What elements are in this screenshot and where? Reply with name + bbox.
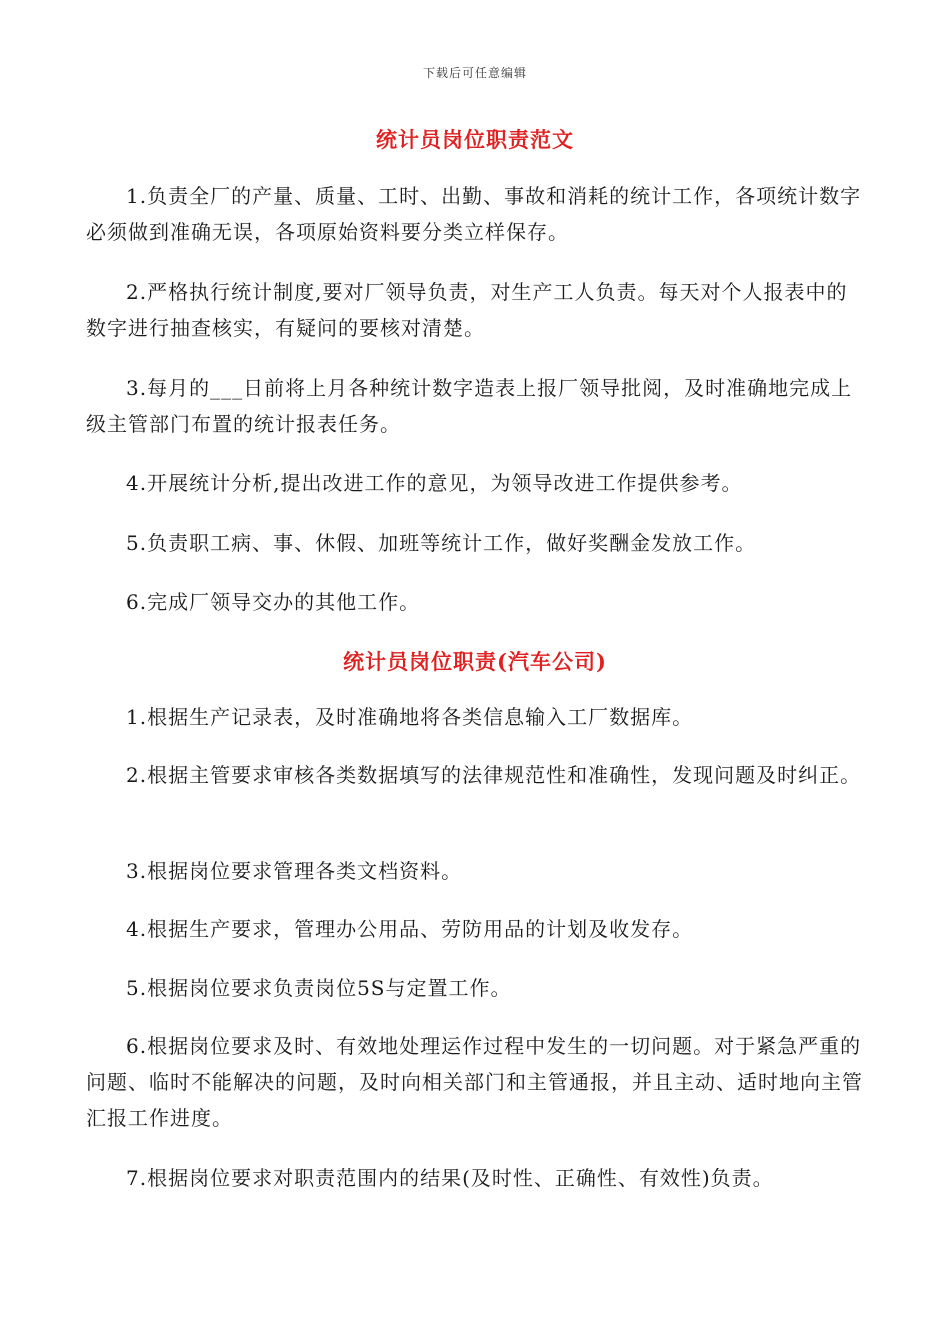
paragraph: 5.根据岗位要求负责岗位5S与定置工作。 — [126, 976, 512, 1000]
paragraph: 2.严格执行统计制度,要对厂领导负责，对生产工人负责。每天对个人报表中的数字进行抽查核实，有疑问的要核对清楚。 — [86, 280, 848, 340]
paragraph: 6.完成厂领导交办的其他工作。 — [126, 590, 421, 614]
paragraph: 5.负责职工病、事、休假、加班等统计工作，做好奖酬金发放工作。 — [126, 531, 757, 555]
paragraph: 3.根据岗位要求管理各类文档资料。 — [126, 859, 463, 883]
paragraph: 7.根据岗位要求对职责范围内的结果(及时性、正确性、有效性)负责。 — [126, 1166, 774, 1190]
paragraph: 4.根据生产要求，管理办公用品、劳防用品的计划及收发存。 — [126, 917, 694, 941]
section-title-1: 统计员岗位职责范文 — [376, 127, 574, 152]
section-title-2: 统计员岗位职责(汽车公司) — [343, 649, 607, 674]
paragraph: 6.根据岗位要求及时、有效地处理运作过程中发生的一切问题。对于紧急严重的问题、临时不能解决的问题，及时向相关部门和主管通报，并且主动、适时地向主管汇报工作进度。 — [86, 1034, 863, 1130]
paragraph: 1.根据生产记录表，及时准确地将各类信息输入工厂数据库。 — [126, 705, 694, 729]
header-note: 下载后可任意编辑 — [422, 66, 527, 80]
paragraph: 3.每月的___日前将上月各种统计数字造表上报厂领导批阅，及时准确地完成上级主管部门布置的统计报表任务。 — [86, 376, 853, 436]
paragraph: 2.根据主管要求审核各类数据填写的法律规范性和准确性，发现问题及时纠正。 — [126, 763, 862, 787]
paragraph: 1.负责全厂的产量、质量、工时、出勤、事故和消耗的统计工作，各项统计数字必须做到准确无误，各项原始资料要分类立样保存。 — [86, 184, 862, 244]
paragraph: 4.开展统计分析,提出改进工作的意见，为领导改进工作提供参考。 — [126, 471, 743, 495]
